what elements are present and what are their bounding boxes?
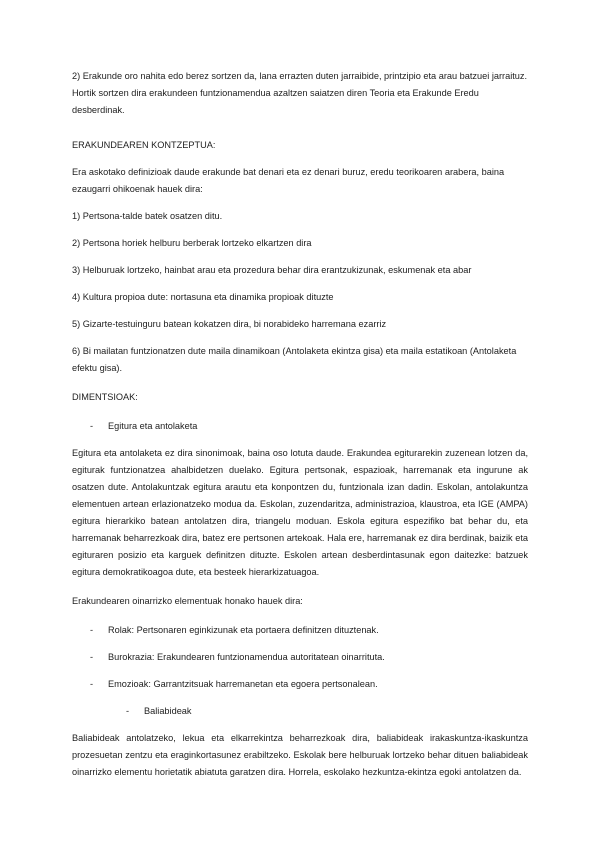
bullet-emozioak: [72, 676, 528, 693]
list-item-1: 1) Pertsona-talde batek osatzen ditu.: [72, 211, 223, 221]
list-item-3: 3) Helburuak lortzeko, hainbat arau eta prozedura behar dira erantzukizunak, eskumenak eta abar: [72, 265, 472, 275]
bullet-baliabideak-label: Baliabideak: [144, 706, 192, 716]
document-body: [72, 68, 528, 781]
list-item-2: 2) Pertsona horiek helburu berberak lortzeko elkartzen dira: [72, 238, 312, 248]
paragraph-oinarrizko-intro: Erakundearen oinarrizko elementuak honako hauek dira:: [72, 596, 303, 606]
list-item-4: 4) Kultura propioa dute: nortasuna eta dinamika propioak dituzte: [72, 292, 334, 302]
list-item-6: 6) Bi mailatan funtzionatzen dute maila dinamikoan (Antolaketa ekintza gisa) eta maila estatikoan (Antolaketa efektu gisa).: [72, 346, 517, 373]
bullet-egitura: [72, 418, 528, 435]
bullet-rolak-label: Rolak: Pertsonaren eginkizunak eta portaera definitzen dituztenak.: [108, 625, 379, 635]
paragraph-egitura: Egitura eta antolaketa ez dira sinonimoak, baina oso lotuta daude. Erakundea egiturarekin zuzenean lotzen da, egiturak funtzionatzea ahalbidetzen duelako. Egitura pertsonak, espazioak, harremanak eta ingurune ak osatzen dute. Antolakuntzak egitura arautu eta konpontzen du, funtzionala izan dadin. Eskolan, antolakuntza elementuen artean erlazionatzeko modua da. Eskolan, zuzendaritza, administrazioa, klaustroa, eta IGE (AMPA) egitura hierarkiko batean antolatzen dira, triangelu moduan. Eskola egitura espezifiko bat behar du, eta harremanak beharrezkoak dira, batez ere pertsonen artekoak. Hala ere, harremanak ez dira berdinak, baizik eta egituraren posizio eta karguek definitzen dituzte. Eskolen artean desberdintasunak egon daitezke: batzuek egitura demokratikoagoa dute, eta besteek hierarkizatuagoa.: [72, 448, 528, 577]
bullet-marker: -: [90, 625, 94, 635]
heading-dimentsioak: DIMENTSIOAK:: [72, 392, 138, 402]
paragraph-intro-2: 2) Erakunde oro nahita edo berez sortzen da, lana errazten duten jarraibide, printzipio eta arau batzuei jarraituz. Hortik sortzen dira erakundeen funtzionamendua azaltzen saiatzen diren Teoria eta Erakunde Eredu desberdinak.: [72, 71, 528, 115]
bullet-burokrazia: [72, 649, 528, 666]
paragraph-kontzeptua-intro: Era askotako definizioak daude erakunde bat denari eta ez denari buruz, eredu teorikoaren arabera, baina ezaugarri ohikoenak hauek dira:: [72, 167, 505, 194]
bullet-marker: -: [90, 421, 94, 431]
heading-kontzeptua: ERAKUNDEAREN KONTZEPTUA:: [72, 140, 216, 150]
bullet-marker: -: [90, 652, 94, 662]
bullet-egitura-label: Egitura eta antolaketa: [108, 421, 198, 431]
bullet-baliabideak: [72, 703, 528, 720]
paragraph-baliabideak: Baliabideak antolatzeko, lekua eta elkarrekintza beharrezkoak dira, baliabideak irakaskuntza-ikaskuntza prozesuetan zentzu eta eraginkortasunez erabiltzeko. Eskolak bere helburuak lortzeko behar dituen baliabideak oinarrizko elementu horietatik abiatuta garatzen dira. Horrela, eskolako hezkuntza-ekintza egoki antolatzen da.: [72, 733, 528, 777]
bullet-marker: -: [90, 679, 94, 689]
list-item-5: 5) Gizarte-testuinguru batean kokatzen dira, bi norabideko harremana ezarriz: [72, 319, 387, 329]
bullet-rolak: [72, 622, 528, 639]
bullet-marker: -: [126, 706, 130, 716]
bullet-burokrazia-label: Burokrazia: Erakundearen funtzionamendua autoritatean oinarrituta.: [108, 652, 385, 662]
bullet-emozioak-label: Emozioak: Garrantzitsuak harremanetan eta egoera pertsonalean.: [108, 679, 378, 689]
